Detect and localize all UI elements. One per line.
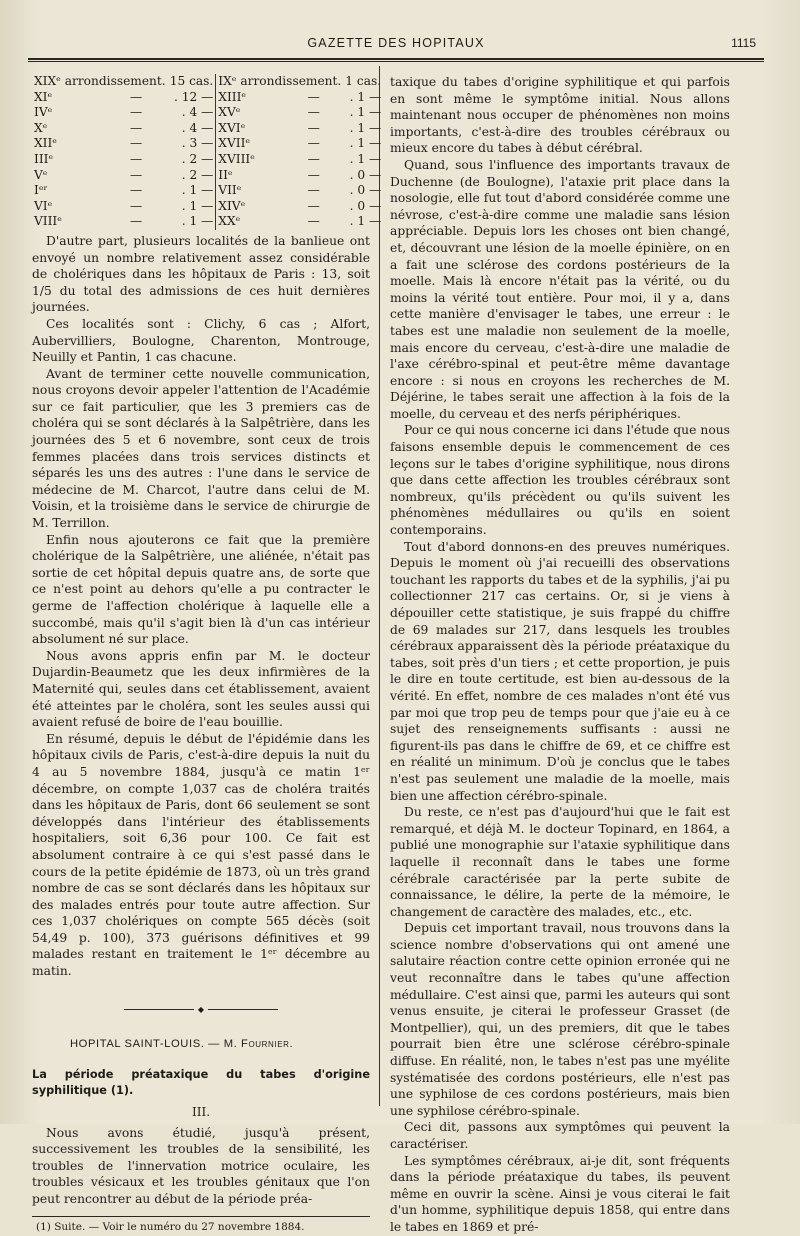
district-label: XVIᵉ	[218, 120, 246, 135]
section-author: M. Fournier.	[223, 1038, 294, 1051]
article-part-number: III.	[191, 1105, 211, 1120]
ditto-dash: —	[130, 136, 143, 151]
table-row	[32, 74, 383, 90]
district-label: XIXᵉ arrondissement.	[34, 74, 166, 88]
paragraph: Nous avons appris enfin par M. le docteur Dujardin-Beaumetz que les deux infirmières de la Maternité qui, seules dans cet établissement, avaient été atteintes par le choléra, sont les seules aussi qui avaient refusé de boire de l'eau bouillie.	[32, 648, 370, 730]
ditto-dash: —	[307, 151, 320, 166]
article-title: La période préataxique du tabes d'origine syphilitique (1).	[32, 1067, 370, 1098]
case-count: . 1 —	[349, 136, 382, 151]
district-label: XIᵉ	[34, 89, 53, 104]
district-label: VIᵉ	[34, 198, 53, 213]
section-ornament: ◆	[32, 1002, 370, 1019]
left-column	[32, 74, 382, 1234]
paragraph: Depuis cet important travail, nous trouvons dans la science nombre d'observations qui ont amené une salutaire réaction contre cette opinion erronée qui ne veut reconnaître dans le tabes qu'une affection médullaire. C'est ainsi que, parmi les auteurs qui sont venus ensuite, je citerai le professeur Grasset (de Montpellier), qui, un des premiers, dit que le tabes pourrait bien être une sclérose cérébro-spinale diffuse. En réalité, non, le tabes n'est pas une myélite systématisée des cordons postérieurs, elle n'est pas une syphilose de ces cordons postérieurs, mais bien une syphilose cérébro-spinale.	[390, 921, 730, 1118]
district-label: XIIIᵉ	[218, 89, 247, 104]
footnote-rule	[32, 1216, 370, 1217]
ditto-dash: —	[307, 214, 320, 229]
table-row	[32, 105, 383, 121]
page-number: 1115	[731, 36, 756, 50]
district-label: IVᵉ	[34, 105, 53, 120]
case-count: . 2 —	[181, 151, 214, 166]
ditto-dash: —	[307, 89, 320, 104]
ditto-dash: —	[130, 214, 143, 229]
ditto-dash: —	[307, 136, 320, 151]
case-count: . 0 —	[349, 183, 382, 198]
case-count: . 4 —	[181, 120, 214, 135]
paragraph: En résumé, depuis le début de l'épidémie dans les hôpitaux civils de Paris, c'est-à-dire depuis la nuit du 4 au 5 novembre 1884, jusqu'à ce matin 1ᵉʳ décembre, on compte 1,037 cas de choléra traités dans les hôpitaux de Paris, dont 66 seulement se sont développés dans l'intérieur des établissements hospitaliers, soit 6,36 pour 100. Ce fait est absolument contraire à ce qui s'est passé dans le cours de la petite épidémie de 1873, où un très grand nombre de cas se sont déclarés dans les hôpitaux sur des malades entrés pour toute autre affection. Sur ces 1,037 cholériques on compte 565 décès (soit 54,49 p. 100), 373 guérisons définitives et 99 malades restant en traitement le 1ᵉʳ décembre au matin.	[32, 731, 370, 979]
header-rule-thin	[28, 61, 764, 62]
paragraph: D'autre part, plusieurs localités de la banlieue ont envoyé un nombre relativement assez considérable de cholériques dans les hôpitaux de Paris : 13, soit 1/5 du total des admissions de ces huit dernières journées.	[32, 233, 370, 315]
paragraph: Du reste, ce n'est pas d'aujourd'hui que le fait est remarqué, et déjà M. le docteur Topinard, en 1864, a publié une monographie sur l'ataxie syphilitique dans laquelle il reconnaît dans le tabes une forme cérébrale caractérisée par la perte subite de connaissance, le délire, la perte de la mémoire, le changement de caractère des malades, etc., etc.	[390, 805, 730, 919]
district-label: XIVᵉ	[218, 198, 246, 213]
case-count: . 1 —	[349, 105, 382, 120]
table-row	[32, 152, 383, 168]
paragraph: Enfin nous ajouterons ce fait que la première cholérique de la Salpêtrière, une aliénée, n'était pas sortie de cet hôpital depuis quatre ans, de sorte que ce n'est point au dehors qu'elle a pu contracter le germe de l'affection cholérique à laquelle elle a succombé, mais qu'il s'agit bien là d'un cas intérieur absolument né sur place.	[32, 532, 370, 647]
table-row	[32, 168, 383, 184]
right-paragraphs	[390, 74, 730, 1236]
ditto-dash: —	[307, 105, 320, 120]
right-column	[390, 74, 730, 1236]
case-count: . 1 —	[349, 120, 382, 135]
district-label: VIIᵉ	[218, 183, 242, 198]
ditto-dash: —	[130, 198, 143, 213]
footnote: (1) Suite. — Voir le numéro du 27 novembre 1884.	[36, 1220, 305, 1233]
journal-title: GAZETTE DES HOPITAUX	[307, 36, 485, 50]
paragraph: Les symptômes cérébraux, ai-je dit, sont fréquents dans la période préataxique du tabes, ils peuvent même en ouvrir la scène. Ainsi je vous citerai le fait d'un homme, syphilitique depuis 1858, qui entre dans le tabes en 1869 et pré-	[390, 1153, 730, 1234]
article-intro: Nous avons étudié, jusqu'à présent, successivement les troubles de la sensibilité, les troubles de l'innervation motrice oculaire, les troubles vésicaux et les troubles génitaux que l'on peut rencontrer au début de la période préa-	[32, 1125, 370, 1206]
left-paragraphs	[32, 233, 370, 980]
table-row	[32, 214, 383, 230]
ditto-dash: —	[307, 183, 320, 198]
case-count: . 1 —	[181, 183, 214, 198]
case-count: 15 cas.	[169, 74, 214, 88]
district-label: XVIIᵉ	[218, 136, 251, 151]
ditto-dash: —	[130, 120, 143, 135]
ditto-dash: —	[130, 151, 143, 166]
district-label: IIᵉ	[218, 167, 233, 182]
section-heading	[70, 1036, 370, 1053]
paragraph: Ces localités sont : Clichy, 6 cas ; Alfort, Aubervilliers, Boulogne, Charenton, Montrouge, Neuilly et Pantin, 1 cas chacune.	[32, 316, 370, 365]
ditto-dash: —	[130, 167, 143, 182]
case-count: 1 cas.	[345, 74, 382, 88]
case-count: . 12 —	[173, 89, 214, 104]
paragraph: Avant de terminer cette nouvelle communication, nous croyons devoir appeler l'attention de l'Académie sur ce fait particulier, que les 3 premiers cas de choléra qui se sont déclarés à la Salpêtrière, dans les journées des 5 et 6 novembre, sont ceux de trois femmes placées dans trois services distincts et séparés les uns des autres : l'une dans le service de médecine de M. Charcot, l'autre dans celui de M. Voisin, et la troisième dans le service de chirurgie de M. Terrillon.	[32, 366, 370, 531]
ditto-dash: —	[130, 89, 143, 104]
district-label: VIIIᵉ	[34, 214, 62, 229]
page-header	[28, 32, 764, 54]
ditto-dash: —	[307, 120, 320, 135]
case-count: . 1 —	[349, 89, 382, 104]
district-label: Vᵉ	[34, 167, 48, 182]
paragraph: Ceci dit, passons aux symptômes qui peuvent la caractériser.	[390, 1120, 730, 1151]
table-row	[32, 136, 383, 152]
district-label: XIIᵉ	[34, 136, 58, 151]
case-count: . 3 —	[181, 136, 214, 151]
district-label: XXᵉ	[218, 214, 241, 229]
table-row	[32, 199, 383, 215]
district-label: XVIIIᵉ	[218, 151, 255, 166]
district-label: XVᵉ	[218, 105, 241, 120]
paragraph: Quand, sous l'influence des importants travaux de Duchenne (de Boulogne), l'ataxie prit place dans la nosologie, elle fut tout d'abord considérée comme une névrose, c'est-à-dire comme une maladie sans lésion appréciable. Depuis lors les choses ont bien changé, et, découvrant une lésion de la moelle épinière, on en a fait une sclérose des cordons postérieurs de la moelle. Mais là encore n'était pas la vérité, ou du moins la vérité tout entière. Pour moi, il y a, dans cette manière d'envisager le tabes, une erreur : le tabes est une maladie non seulement de la moelle, mais encore du cerveau, c'est-à-dire une maladie de l'axe cérébro-spinal et peut-être même davantage encore : si nous en croyons les recherches de M. Déjérine, le tabes serait une affection à la fois de la moelle, du cerveau et des nerfs périphériques.	[390, 157, 730, 421]
district-label: IIIᵉ	[34, 151, 54, 166]
table-row	[32, 121, 383, 137]
ditto-dash: —	[307, 198, 320, 213]
case-count: . 2 —	[181, 167, 214, 182]
district-label: IXᵉ arrondissement.	[218, 74, 342, 88]
arrondissement-table	[32, 74, 383, 230]
hospital-name: HOPITAL SAINT-LOUIS. —	[70, 1038, 220, 1051]
header-rule	[28, 58, 764, 60]
district-label: Iᵉʳ	[34, 183, 48, 198]
case-count: . 1 —	[349, 151, 382, 166]
paragraph: Pour ce qui nous concerne ici dans l'étude que nous faisons ensemble depuis le commencement de ces leçons sur le tabes d'origine syphilitique, nous dirons que dans cette affection les troubles cérébraux sont nombreux, qu'ils précèdent ou qu'ils suivent les phénomènes médullaires ou qu'ils en soient contemporains.	[390, 423, 730, 538]
case-count: . 0 —	[349, 198, 382, 213]
paragraph: taxique du tabes d'origine syphilitique et qui parfois en sont même le symptôme initial. Nous allons maintenant nous occuper de phénomènes non moins importants, c'est-à-dire des troubles cérébraux ou mieux encore du tabes à début cérébral.	[390, 75, 730, 156]
ditto-dash: —	[307, 167, 320, 182]
table-row	[32, 90, 383, 106]
paragraph: Tout d'abord donnons-en des preuves numériques. Depuis le moment où j'ai recueilli des observations touchant les rapports du tabes et de la syphilis, j'ai pu collectionner 217 cas certains. Or, si je viens à dépouiller cette statistique, je suis frappé du chiffre de 69 malades sur 217, dans lesquels les troubles cérébraux apparaissent dès la période préataxique du tabes, soit près d'un tiers ; et cette proportion, je puis le dire en toute certitude, est bien au-dessous de la vérité. En effet, nombre de ces malades n'ont été vus par moi que trop peu de temps pour que j'aie eu à ce sujet des renseignements suffisants : aussi ne figurent-ils pas dans le chiffre de 69, et ce chiffre est en réalité un minimum. D'où je conclus que le tabes n'est pas seulement une maladie de la moelle, mais bien une affection cérébro-spinale.	[390, 539, 730, 803]
district-label: Xᵉ	[34, 120, 48, 135]
ditto-dash: —	[130, 183, 143, 198]
case-count: . 4 —	[181, 105, 214, 120]
case-count: . 1 —	[181, 198, 214, 213]
case-count: . 0 —	[349, 167, 382, 182]
ditto-dash: —	[130, 105, 143, 120]
table-row	[32, 183, 383, 199]
case-count: . 1 —	[181, 214, 214, 229]
case-count: . 1 —	[349, 214, 382, 229]
